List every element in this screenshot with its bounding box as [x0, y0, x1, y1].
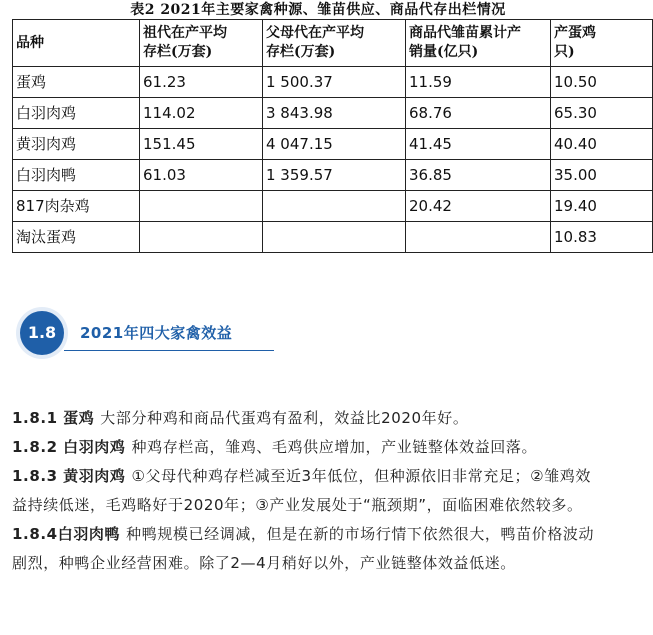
cell-gp — [140, 191, 263, 222]
table-row — [13, 98, 653, 129]
cell-egg: 35.00 — [551, 160, 653, 191]
paragraph-text: ①父母代种鸡存栏减至近3年低位，但种源依旧非常充足；②雏鸡效益持续低迷，毛鸡略好于2020年；③产业发展处于“瓶颈期”，面临困难依然较多。 — [12, 467, 591, 514]
cell-breed: 淘汰蛋鸡 — [13, 222, 140, 253]
paragraph-keyword: 白羽肉鸭 — [57, 525, 121, 543]
cell-egg: 65.30 — [551, 98, 653, 129]
section-title: 2021年四大家禽效益 — [80, 324, 233, 342]
cell-egg: 19.40 — [551, 191, 653, 222]
cell-pp — [263, 222, 406, 253]
paragraph-text: 大部分种鸡和商品代蛋鸡有盈利，效益比2020年好。 — [100, 409, 469, 427]
paragraph-text: 种鸡存栏高，雏鸡、毛鸡供应增加，产业链整体效益回落。 — [131, 438, 538, 456]
paragraph-number: 1.8.4 — [12, 525, 58, 543]
table-row — [13, 222, 653, 253]
section-body — [12, 404, 600, 578]
paragraph-number: 1.8.3 — [12, 467, 58, 485]
paragraph-white-duck — [12, 520, 600, 578]
cell-gp: 61.03 — [140, 160, 263, 191]
header-pp-line2: 存栏(万套) — [266, 44, 336, 60]
cell-breed: 白羽肉鸭 — [13, 160, 140, 191]
header-gp-line2: 存栏(万套) — [143, 44, 213, 60]
cell-cc: 36.85 — [406, 160, 551, 191]
paragraph-keyword: 黄羽肉鸡 — [63, 467, 126, 485]
paragraph-text: 种鸭规模已经调减，但是在新的市场行情下依然很大，鸭苗价格波动剧烈，种鸭企业经营困难。除了2—4月稍好以外，产业链整体效益低迷。 — [12, 525, 595, 572]
data-table-container — [12, 19, 597, 252]
paragraph-egg-chicken — [12, 404, 600, 433]
cell-pp: 1 359.57 — [263, 160, 406, 191]
cell-breed: 白羽肉鸡 — [13, 98, 140, 129]
table-title: 表2 2021年主要家禽种源、雏苗供应、商品代存出栏情况 — [130, 2, 506, 18]
cell-breed: 817肉杂鸡 — [13, 191, 140, 222]
cell-gp: 61.23 — [140, 67, 263, 98]
cell-pp: 4 047.15 — [263, 129, 406, 160]
header-output — [551, 20, 653, 67]
table-row — [13, 160, 653, 191]
paragraph-number: 1.8.2 — [12, 438, 58, 456]
cell-cc: 41.45 — [406, 129, 551, 160]
header-breed: 品种 — [13, 20, 140, 67]
section-title-underline — [64, 350, 274, 351]
paragraph-keyword: 蛋鸡 — [63, 409, 95, 427]
cell-pp — [263, 191, 406, 222]
table-row — [13, 129, 653, 160]
header-parent-stock — [263, 20, 406, 67]
cell-gp — [140, 222, 263, 253]
cell-cc — [406, 222, 551, 253]
section-number-badge: 1.8 — [20, 311, 64, 355]
header-pp-line1: 父母代在产平均 — [266, 25, 364, 41]
table-header-row — [13, 20, 653, 67]
paragraph-number: 1.8.1 — [12, 409, 58, 427]
paragraph-yellow-broiler — [12, 462, 600, 520]
header-grandparent-stock — [140, 20, 263, 67]
header-cc-line2: 销量(亿只) — [409, 44, 479, 60]
header-egg-line1: 产蛋鸡 — [554, 25, 596, 41]
cell-breed: 蛋鸡 — [13, 67, 140, 98]
header-commercial-chicks — [406, 20, 551, 67]
header-gp-line1: 祖代在产平均 — [143, 25, 227, 41]
cell-gp: 114.02 — [140, 98, 263, 129]
cell-pp: 3 843.98 — [263, 98, 406, 129]
poultry-supply-table — [12, 19, 653, 253]
header-egg-line2: 只) — [554, 44, 575, 60]
cell-egg: 10.50 — [551, 67, 653, 98]
cell-egg: 40.40 — [551, 129, 653, 160]
cell-gp: 151.45 — [140, 129, 263, 160]
cell-breed: 黄羽肉鸡 — [13, 129, 140, 160]
cell-cc: 20.42 — [406, 191, 551, 222]
cell-cc: 11.59 — [406, 67, 551, 98]
table-row — [13, 67, 653, 98]
cell-pp: 1 500.37 — [263, 67, 406, 98]
paragraph-white-broiler — [12, 433, 600, 462]
cell-egg: 10.83 — [551, 222, 653, 253]
paragraph-keyword: 白羽肉鸡 — [63, 438, 126, 456]
header-cc-line1: 商品代雏苗累计产 — [409, 25, 521, 41]
cell-cc: 68.76 — [406, 98, 551, 129]
table-row — [13, 191, 653, 222]
